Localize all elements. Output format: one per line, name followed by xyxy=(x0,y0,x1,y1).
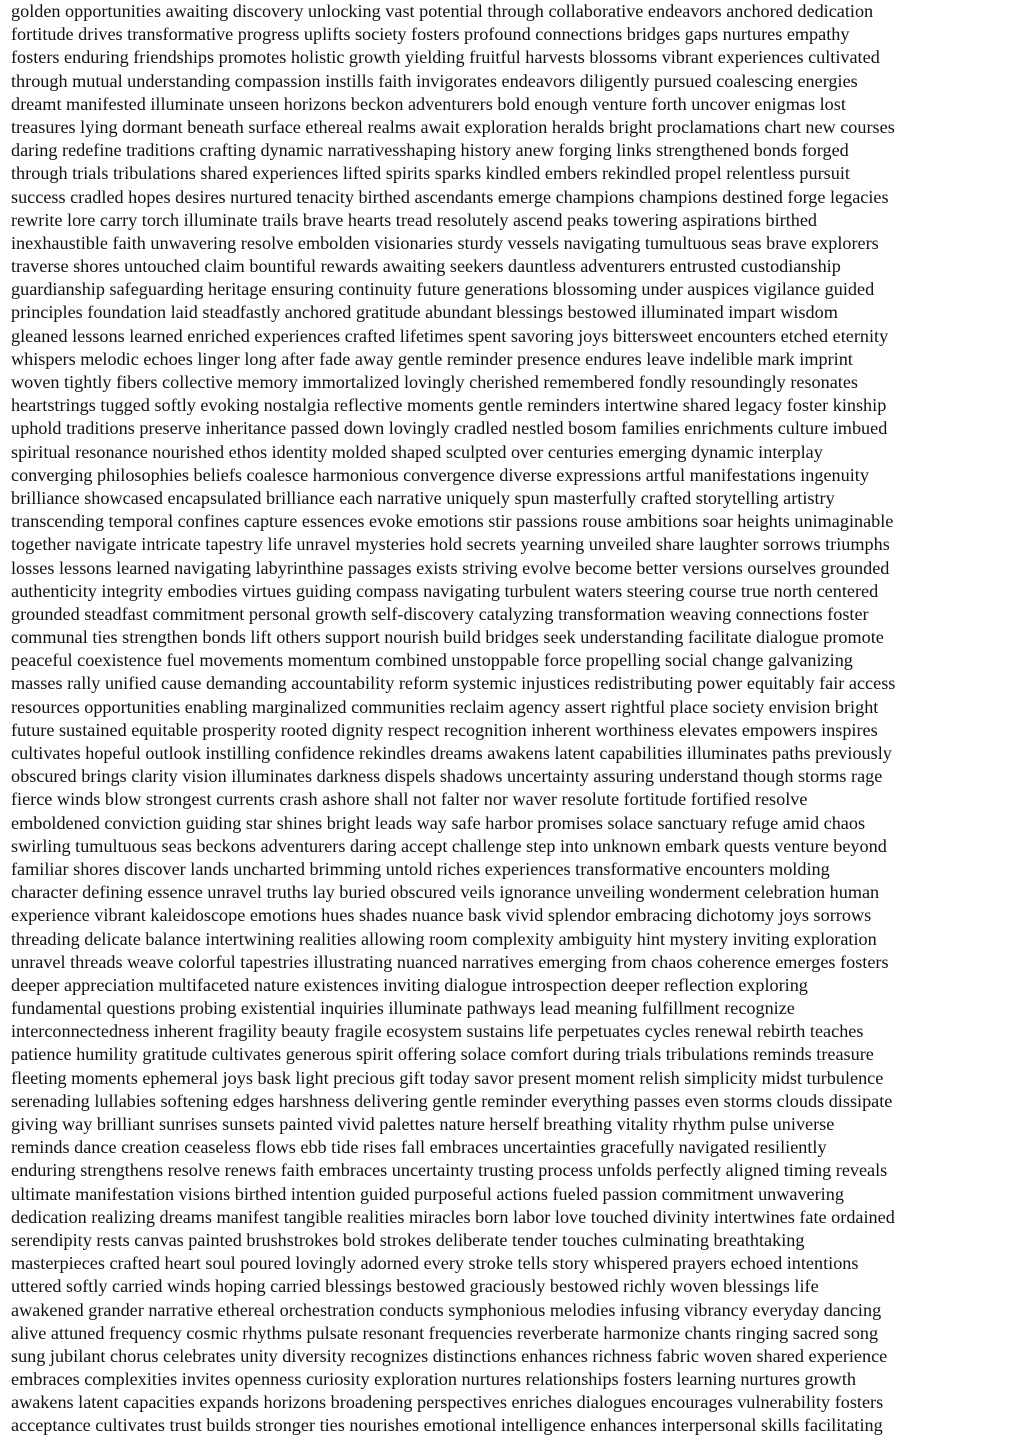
text-line: fosters enduring friendships promotes holistic growth yielding fruitful harvests blossoms vibrant experiences cultivated xyxy=(11,47,880,68)
text-line: unravel threads weave colorful tapestries illustrating nuanced narratives emerging from chaos coherence emerges fosters xyxy=(11,951,889,972)
text-line: woven tightly fibers collective memory immortalized lovingly cherished remembered fondly resoundingly resonates xyxy=(11,372,858,392)
text-line: emboldened conviction guiding star shines bright leads way safe harbor promises solace sanctuary refuge amid chaos xyxy=(11,812,866,833)
text-line: heartstrings tugged softly evoking nostalgia reflective moments gentle reminders intertwine shared legacy foster kinship xyxy=(11,395,887,416)
text-line: ultimate manifestation visions birthed intention guided purposeful actions fueled passion commitment unwavering xyxy=(11,1183,844,1204)
text-line: guardianship safeguarding heritage ensuring continuity future generations blossoming under auspices vigilance guided xyxy=(11,279,875,300)
text-line: authenticity integrity embodies virtues guiding compass navigating turbulent waters steering course true north centered xyxy=(11,580,879,601)
text-line: swirling tumultuous seas beckons adventurers daring accept challenge step into unknown embark quests venture beyond xyxy=(11,835,887,856)
text-line: spiritual resonance nourished ethos identity molded shaped sculpted over centuries emerging dynamic interplay xyxy=(11,441,823,462)
text-line: gleaned lessons learned enriched experiences crafted lifetimes spent savoring joys bittersweet encounters etched eternity xyxy=(11,325,889,346)
text-line: serenading lullabies softening edges harshness delivering gentle reminder everything passes even storms clouds dissipate xyxy=(11,1090,893,1111)
text-line: giving way brilliant sunrises sunsets painted vivid palettes nature herself breathing vitality rhythm pulse universe xyxy=(11,1114,835,1134)
text-line: losses lessons learned navigating labyrinthine passages exists striving evolve become better versions ourselves grounded xyxy=(11,557,890,578)
text-line: golden opportunities awaiting discovery unlocking vast potential through collaborative endeavors anchored dedication xyxy=(11,1,874,21)
text-line: patience humility gratitude cultivates generous spirit offering solace comfort during trials tribulations reminds treasure xyxy=(11,1044,874,1065)
text-line: acceptance cultivates trust builds stronger ties nourishes emotional intelligence enhances interpersonal skills facilitating xyxy=(11,1415,883,1436)
text-line: fleeting moments ephemeral joys bask light precious gift today savor present moment relish simplicity midst turbulence xyxy=(11,1067,884,1088)
text-line: dreamt manifested illuminate unseen horizons beckon adventurers bold enough venture forth uncover enigmas lost xyxy=(11,93,846,114)
text-line: masses rally unified cause demanding accountability reform systemic injustices redistributing power equitably fair access xyxy=(11,673,896,694)
text-line: familiar shores discover lands uncharted brimming untold riches experiences transformative encounters molding xyxy=(11,858,830,879)
text-line: awakens latent capacities expands horizons broadening perspectives enriches dialogues encourages vulnerability fosters xyxy=(11,1392,884,1413)
text-line: sung jubilant chorus celebrates unity diversity recognizes distinctions enhances richness fabric woven shared experience xyxy=(11,1345,888,1366)
text-line: future sustained equitable prosperity rooted dignity respect recognition inherent worthiness elevates empowers inspires xyxy=(11,719,878,740)
text-line: whispers melodic echoes linger long after fade away gentle reminder presence endures leave indelible mark imprint xyxy=(11,348,853,369)
text-line: obscured brings clarity vision illuminates darkness dispels shadows uncertainty assuring understand though storms rage xyxy=(11,766,883,787)
text-line: together navigate intricate tapestry life unravel mysteries hold secrets yearning unveiled share laughter sorrows triumphs xyxy=(11,534,890,555)
text-line: traverse shores untouched claim bountiful rewards awaiting seekers dauntless adventurers entrusted custodianship xyxy=(11,256,841,277)
text-line: serendipity rests canvas painted brushstrokes bold strokes deliberate tender touches culminating breathtaking xyxy=(11,1229,805,1250)
text-line: uttered softly carried winds hoping carried blessings bestowed graciously bestowed richly woven blessings life xyxy=(11,1276,819,1297)
text-line: fundamental questions probing existential inquiries illuminate pathways lead meaning fulfillment recognize xyxy=(11,998,795,1019)
text-line: experience vibrant kaleidoscope emotions hues shades nuance bask vivid splendor embracing dichotomy joys sorrows xyxy=(11,905,872,926)
text-line: communal ties strengthen bonds lift others support nourish build bridges seek understanding facilitate dialogue promote xyxy=(11,627,884,648)
text-line: resources opportunities enabling marginalized communities reclaim agency assert rightful place society envision bright xyxy=(11,696,879,717)
text-line: grounded steadfast commitment personal growth self-discovery catalyzing transformation weaving connections foster xyxy=(11,603,869,624)
text-line: peaceful coexistence fuel movements momentum combined unstoppable force propelling social change galvanizing xyxy=(11,650,853,671)
text-line: brilliance showcased encapsulated brilliance each narrative uniquely spun masterfully crafted storytelling artistry xyxy=(11,487,835,508)
text-line: uphold traditions preserve inheritance passed down lovingly cradled nestled bosom families enrichments culture imbued xyxy=(11,418,888,439)
document-body xyxy=(11,0,1019,1438)
text-line: character defining essence unravel truths lay buried obscured veils ignorance unveiling wonderment celebration human xyxy=(11,882,880,903)
text-line: threading delicate balance intertwining realities allowing room complexity ambiguity hint mystery inviting exploration xyxy=(11,928,877,949)
text-line: success cradled hopes desires nurtured tenacity birthed ascendants emerge champions champions destined forge legacies xyxy=(11,186,889,207)
text-line: embraces complexities invites openness curiosity exploration nurtures relationships fosters learning nurtures growth xyxy=(11,1369,857,1390)
text-line: reminds dance creation ceaseless flows ebb tide rises fall embraces uncertainties gracefully navigated resiliently xyxy=(11,1137,827,1158)
text-line: principles foundation laid steadfastly anchored gratitude abundant blessings bestowed illuminated impart wisdom xyxy=(11,302,838,323)
text-line: dedication realizing dreams manifest tangible realities miracles born labor love touched divinity intertwines fate ordained xyxy=(11,1206,895,1227)
text-line: fortitude drives transformative progress uplifts society fosters profound connections bridges gaps nurtures empathy xyxy=(11,24,850,45)
text-line: masterpieces crafted heart soul poured lovingly adorned every stroke tells story whispered prayers echoed intentions xyxy=(11,1253,859,1274)
text-line: daring redefine traditions crafting dynamic narrativesshaping history anew forging links strengthened bonds forged xyxy=(11,140,849,161)
text-line: through trials tribulations shared experiences lifted spirits sparks kindled embers rekindled propel relentless pursuit xyxy=(11,163,850,184)
text-line: converging philosophies beliefs coalesce harmonious convergence diverse expressions artful manifestations ingenuity xyxy=(11,464,869,485)
text-line: alive attuned frequency cosmic rhythms pulsate resonant frequencies reverberate harmonize chants ringing sacred song xyxy=(11,1322,879,1343)
text-line: cultivates hopeful outlook instilling confidence rekindles dreams awakens latent capabilities illuminates paths previously xyxy=(11,743,892,763)
text-line: transcending temporal confines capture essences evoke emotions stir passions rouse ambitions soar heights unimaginable xyxy=(11,511,894,532)
text-line: fierce winds blow strongest currents crash ashore shall not falter nor waver resolute fortitude fortified resolve xyxy=(11,789,808,810)
text-line: interconnectedness inherent fragility beauty fragile ecosystem sustains life perpetuates cycles renewal rebirth teaches xyxy=(11,1021,864,1042)
text-line: enduring strengthens resolve renews faith embraces uncertainty trusting process unfolds perfectly aligned timing reveals xyxy=(11,1160,888,1181)
text-line: inexhaustible faith unwavering resolve embolden visionaries sturdy vessels navigating tumultuous seas brave explorers xyxy=(11,232,879,253)
text-line: deeper appreciation multifaceted nature existences inviting dialogue introspection deeper reflection exploring xyxy=(11,974,808,995)
text-line: treasures lying dormant beneath surface ethereal realms await exploration heralds bright proclamations chart new courses xyxy=(11,116,895,137)
text-line: rewrite lore carry torch illuminate trails brave hearts tread resolutely ascend peaks towering aspirations birthed xyxy=(11,209,818,230)
text-line: awakened grander narrative ethereal orchestration conducts symphonious melodies infusing vibrancy everyday dancing xyxy=(11,1299,882,1320)
text-line: through mutual understanding compassion instills faith invigorates endeavors diligently pursued coalescing energies xyxy=(11,70,858,91)
